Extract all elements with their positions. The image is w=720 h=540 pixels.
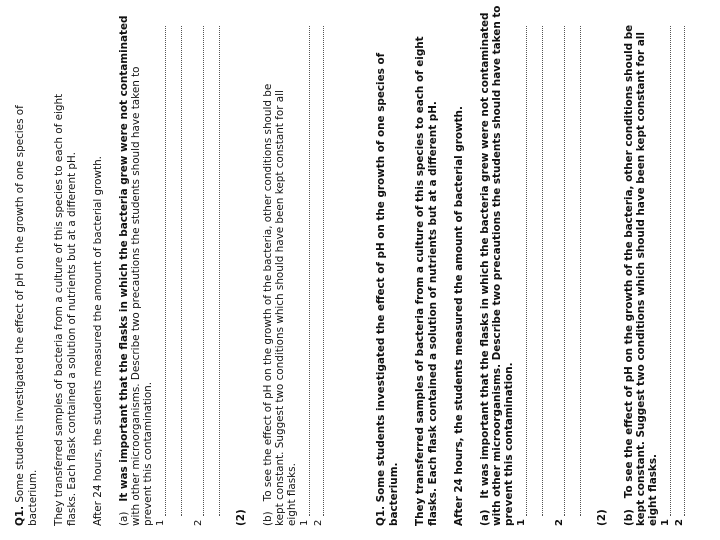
part-b-text-1: To see the effect of pH on the growth of the bacteria, other conditions should be xyxy=(623,24,635,499)
part-b-line-3: eight flasks. xyxy=(647,454,659,526)
intro-text-1: Some students investigated the effect of pH on the growth of one species of xyxy=(375,52,387,503)
b-answer-number-1: 1 xyxy=(299,519,310,526)
question-intro-line-1 xyxy=(14,105,26,526)
answer-number-1: 1 xyxy=(155,519,166,526)
marks-label-a: (2) xyxy=(596,509,608,526)
part-a-line-1 xyxy=(479,13,491,526)
part-b-text-1: To see the effect of pH on the growth of the bacteria, other conditions should be xyxy=(262,83,274,502)
answer-line-1[interactable] xyxy=(526,26,527,516)
intro-text-1: Some students investigated the effect of pH on the growth of one species of xyxy=(14,105,26,503)
part-a-line-2: with other microorganisms. Describe two precautions the students should have taken to xyxy=(491,5,503,526)
answer-line-2[interactable] xyxy=(564,26,565,516)
part-b-label: (b) xyxy=(623,509,635,526)
part-a-text-1: It was important that the flasks in which the bacteria grew were not contaminated xyxy=(118,15,130,502)
answer-line-2b[interactable] xyxy=(580,26,581,516)
b-answer-line-2[interactable] xyxy=(684,26,685,516)
part-b-line-1 xyxy=(262,84,274,526)
b-answer-number-2: 2 xyxy=(674,519,685,526)
part-a-line-3: prevent this contamination. xyxy=(503,362,515,526)
answer-number-2: 2 xyxy=(193,519,204,526)
paragraph-2-line-1: They transferred samples of bacteria from a culture of this species to each of eight xyxy=(414,36,426,526)
b-answer-line-1[interactable] xyxy=(670,26,671,516)
b-answer-number-2: 2 xyxy=(313,519,324,526)
part-a-label: (a) xyxy=(118,511,130,526)
b-answer-line-2[interactable] xyxy=(323,26,324,516)
b-answer-line-1[interactable] xyxy=(309,26,310,516)
answer-number-2: 2 xyxy=(554,519,565,526)
answer-line-1b[interactable] xyxy=(542,26,543,516)
part-b-line-1 xyxy=(623,25,635,526)
part-a-line-3: prevent this contamination. xyxy=(142,381,154,526)
paragraph-2-line-2: flasks. Each flask contained a solution of nutrients but at a different pH. xyxy=(66,152,78,526)
part-a-line-1 xyxy=(118,16,130,527)
answer-line-1b[interactable] xyxy=(181,26,182,516)
part-b-label: (b) xyxy=(262,511,274,526)
part-a-label: (a) xyxy=(479,509,491,526)
marks-label-a: (2) xyxy=(235,509,247,526)
answer-line-1[interactable] xyxy=(165,26,166,516)
paragraph-2-line-1: They transferred samples of bacteria from a culture of this species to each of eight xyxy=(53,93,65,526)
part-a-text-1: It was important that the flasks in which the bacteria grew were not contaminated xyxy=(479,12,491,499)
part-a-line-2: with other microorganisms. Describe two precautions the students should have taken to xyxy=(130,66,142,526)
paragraph-2-line-2: flasks. Each flask contained a solution of nutrients but at a different pH. xyxy=(427,101,439,526)
paragraph-3: After 24 hours, the students measured the amount of bacterial growth. xyxy=(92,156,104,526)
answer-number-1: 1 xyxy=(516,519,527,526)
part-b-line-2: kept constant. Suggest two conditions which should have been kept constant for all xyxy=(635,32,647,526)
question-intro-line-1 xyxy=(375,53,387,526)
question-number: Q1. xyxy=(14,505,26,526)
question-intro-line-2: bacterium. xyxy=(388,462,400,526)
answer-line-2b[interactable] xyxy=(219,26,220,516)
b-answer-number-1: 1 xyxy=(660,519,671,526)
answer-line-2[interactable] xyxy=(203,26,204,516)
part-b-line-3: eight flasks. xyxy=(286,463,298,526)
question-intro-line-2: bacterium. xyxy=(27,469,39,526)
paragraph-3: After 24 hours, the students measured the amount of bacterial growth. xyxy=(453,106,465,526)
question-number: Q1. xyxy=(375,505,387,526)
part-b-line-2: kept constant. Suggest two conditions which should have been kept constant for all xyxy=(274,90,286,526)
